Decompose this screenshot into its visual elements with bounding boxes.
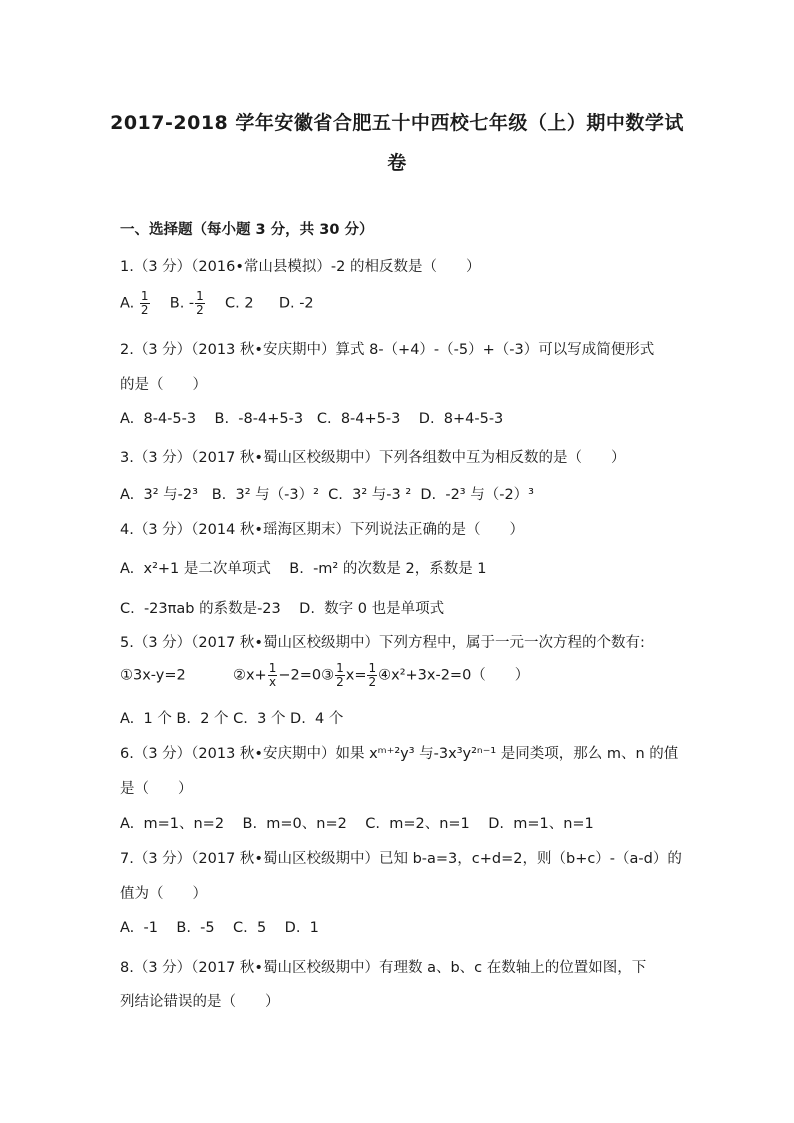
question-2-options: A. 8-4-5-3 B. -8-4+5-3 C. 8-4+5-3 D. 8+4-5-3	[120, 411, 504, 427]
question-4-options-line1: A. x²+1 是二次单项式 B. -m² 的次数是 2，系数是 1	[120, 561, 487, 577]
question-3-options: A. 3² 与-2³ B. 3² 与（-3）² C. 3² 与-3 ² D. -2³ 与（-2）³	[120, 487, 534, 503]
q5-e3-numerator: 1	[336, 661, 344, 675]
question-5-equations	[120, 662, 680, 689]
q1-option-b-sign: -	[188, 295, 195, 312]
q5-e3-denominator: 2	[336, 675, 344, 689]
question-8-stem-line1: 8.（3 分）（2017 秋•蜀山区校级期中）有理数 a、b、c 在数轴上的位置如图，下	[120, 960, 647, 976]
question-7-stem-line1: 7.（3 分）（2017 秋•蜀山区校级期中）已知 b-a=3，c+d=2，则（b+c）-（a-d）的	[120, 851, 682, 867]
q5-e3-denominator-right: 2	[368, 675, 377, 689]
question-1-options	[120, 290, 680, 317]
q5-equation-2-suffix: −2=0③	[278, 667, 335, 684]
question-6-stem-line2: 是（ ）	[120, 781, 193, 797]
q1-a-numerator: 1	[140, 289, 149, 303]
q5-equation-2-fraction	[268, 662, 278, 689]
document-title-line2: 卷	[387, 152, 407, 174]
section-heading: 一、选择题（每小题 3 分，共 30 分）	[120, 222, 374, 238]
question-1-stem: 1.（3 分）（2016•常山县模拟）-2 的相反数是（ ）	[120, 259, 481, 275]
q1-option-c: C. 2	[225, 295, 254, 312]
q5-e2-denominator: x	[268, 675, 277, 689]
q1-a-denominator: 2	[140, 303, 149, 317]
question-7-options: A. -1 B. -5 C. 5 D. 1	[120, 920, 319, 936]
question-5-stem: 5.（3 分）（2017 秋•蜀山区校级期中）下列方程中，属于一元一次方程的个数有:	[120, 635, 645, 651]
q5-e2-numerator: 1	[268, 661, 277, 675]
q1-b-denominator: 2	[196, 303, 204, 317]
q5-equation-3-fraction-left	[335, 662, 345, 689]
q5-equation-2-prefix: ②x+	[232, 667, 267, 684]
q1-option-b-fraction	[195, 290, 205, 317]
q1-option-d: D. -2	[278, 295, 314, 312]
question-3-stem: 3.（3 分）（2017 秋•蜀山区校级期中）下列各组数中互为相反数的是（ ）	[120, 450, 626, 466]
question-4-options-line2: C. -23πab 的系数是-23 D. 数字 0 也是单项式	[120, 601, 445, 617]
q1-b-numerator: 1	[196, 289, 204, 303]
question-2-stem-line2: 的是（ ）	[120, 377, 207, 393]
question-5-options: A. 1 个 B. 2 个 C. 3 个 D. 4 个	[120, 711, 344, 727]
q5-equation-4: ④x²+3x-2=0（ ）	[378, 667, 530, 684]
q1-option-b-label: B.	[169, 295, 185, 312]
document-title-line1: 2017-2018 学年安徽省合肥五十中西校七年级（上）期中数学试	[110, 112, 684, 134]
q1-option-a-fraction	[140, 290, 150, 317]
q1-option-a-label: A.	[120, 295, 135, 312]
question-7-stem-line2: 值为（ ）	[120, 886, 207, 902]
question-6-options: A. m=1、n=2 B. m=0、n=2 C. m=2、n=1 D. m=1、n=1	[120, 816, 594, 832]
q5-e3-numerator-right: 1	[368, 661, 377, 675]
q5-equation-3-fraction-right	[367, 662, 377, 689]
q5-equation-3-middle: x=	[345, 667, 367, 684]
question-8-stem-line2: 列结论错误的是（ ）	[120, 994, 280, 1010]
question-2-stem-line1: 2.（3 分）（2013 秋•安庆期中）算式 8-（+4）-（-5）+（-3）可以写成简便形式	[120, 342, 655, 358]
question-4-stem: 4.（3 分）（2014 秋•瑶海区期末）下列说法正确的是（ ）	[120, 522, 524, 538]
q5-equation-1: ①3x-y=2	[120, 667, 186, 684]
question-6-stem-line1: 6.（3 分）（2013 秋•安庆期中）如果 xᵐ⁺²y³ 与-3x³y²ⁿ⁻¹ 是同类项，那么 m、n 的值	[120, 746, 679, 762]
